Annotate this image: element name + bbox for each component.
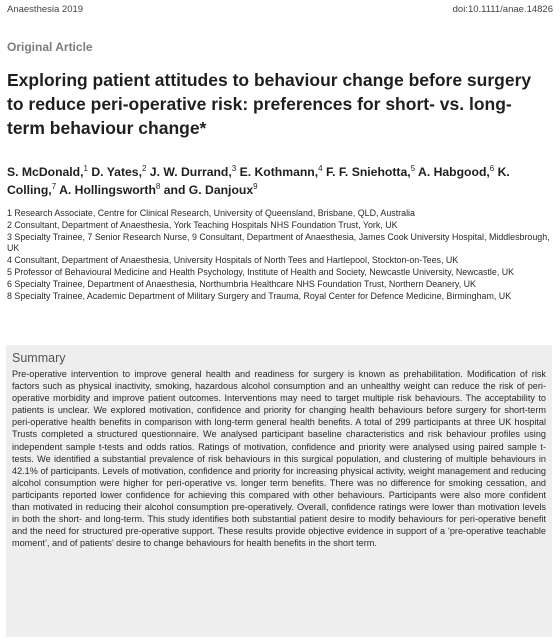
affiliation: 8 Specialty Trainee, Academic Department of Military Surgery and Trauma, Royal Center for Defence Medicine, Birmingham, UK — [7, 290, 512, 301]
running-header — [7, 4, 553, 18]
author[interactable]: S. McDonald,$^1$ — [7, 163, 88, 179]
author[interactable]: and G. Danjoux$^9$ — [160, 181, 258, 197]
doi-link[interactable]: doi:10.1111/anae.14826 — [452, 4, 553, 15]
affiliation: 4 Consultant, Department of Anaesthesia, University Hospitals of North Tees and Hartlepool, Stockton-on-Tees, UK — [7, 255, 459, 266]
summary-heading: Summary — [12, 351, 66, 365]
author[interactable]: A. Habgood,$^6$ — [415, 163, 495, 179]
author-list — [7, 163, 547, 199]
affiliation: 2 Consultant, Department of Anaesthesia, York Teaching Hospitals NHS Foundation Trust, York, UK — [7, 219, 398, 230]
author[interactable]: K. Colling,$^7$ — [7, 165, 510, 197]
summary-text: Pre-operative intervention to improve general health and readiness for surgery is known as prehabilitation. Modification of risk factors such as physical inactivity, smoking, hazardous alcohol consumption and an unhealthy weight can reduce the risk of peri-operative morbidity and improve patient outcomes. Interventions may need to target multiple risk behaviours. The acceptability to patients is unclear. We explored motivation, confidence and priority for changing health behaviours before surgery for short-term peri-operative health benefits in comparison with long-term general health benefits. A total of 299 participants at three UK hospital Trusts completed a structured questionnaire. We analysed participant baseline characteristics and risk behaviour profiles using independent sample t-tests and odds ratios. Ratings of motivation, confidence and priority were analysed using paired sample t-tests. We identified a substantial prevalence of risk behaviours in this surgical population, and clustering of multiple behaviours in 42.1% of participants. Levels of motivation, confidence and priority for increasing physical activity, weight management and reducing alcohol consumption were higher for peri-operative vs. longer term benefits. There was no difference for smoking cessation, and participants reported lower confidence for achieving this compared with other behaviours. Participants were also more confident than motivated in reducing their alcohol consumption pre-operatively. Overall, confidence ratings were lower than motivation levels in both the short- and long-term. This study identifies both substantial patient desire to modify behaviours for peri-operative benefit and the need for structured pre-operative support. These results provide objective evidence in support of a ‘pre-operative teachable moment’, and of patients’ desire to change behaviours for health benefits in the short term. — [12, 369, 546, 549]
author[interactable]: F. F. Sniehotta,$^5$ — [322, 163, 416, 179]
affiliation-list — [7, 208, 553, 302]
author[interactable]: J. W. Durrand,$^3$ — [146, 163, 237, 179]
affiliation: 5 Professor of Behavioural Medicine and Health Psychology, Institute of Health and Society, Newcastle University, Newcastle, UK — [7, 266, 515, 277]
affiliation: 6 Specialty Trainee, Department of Anaesthesia, Northumbria Healthcare NHS Foundation Trust, Northern Deanery, UK — [7, 278, 476, 289]
author[interactable]: A. Hollingsworth$^8$ — [56, 181, 161, 197]
author[interactable]: E. Kothmann,$^4$ — [236, 163, 323, 179]
article-type-label: Original Article — [7, 40, 93, 54]
affiliation: 3 Specialty Trainee, 7 Senior Research Nurse, 9 Consultant, Department of Anaesthesia, James Cook University Hospital, Middlesbrough, UK — [7, 231, 550, 254]
journal-name: Anaesthesia 2019 — [7, 4, 84, 15]
author[interactable]: D. Yates,$^2$ — [87, 163, 147, 179]
article-title: Exploring patient attitudes to behaviour change before surgery to reduce peri-operative risk: preferences for short- vs. long-term behaviour change* — [7, 70, 532, 138]
summary-box — [6, 345, 552, 637]
affiliation: 1 Research Associate, Centre for Clinical Research, University of Queensland, Brisbane, QLD, Australia — [7, 208, 415, 218]
